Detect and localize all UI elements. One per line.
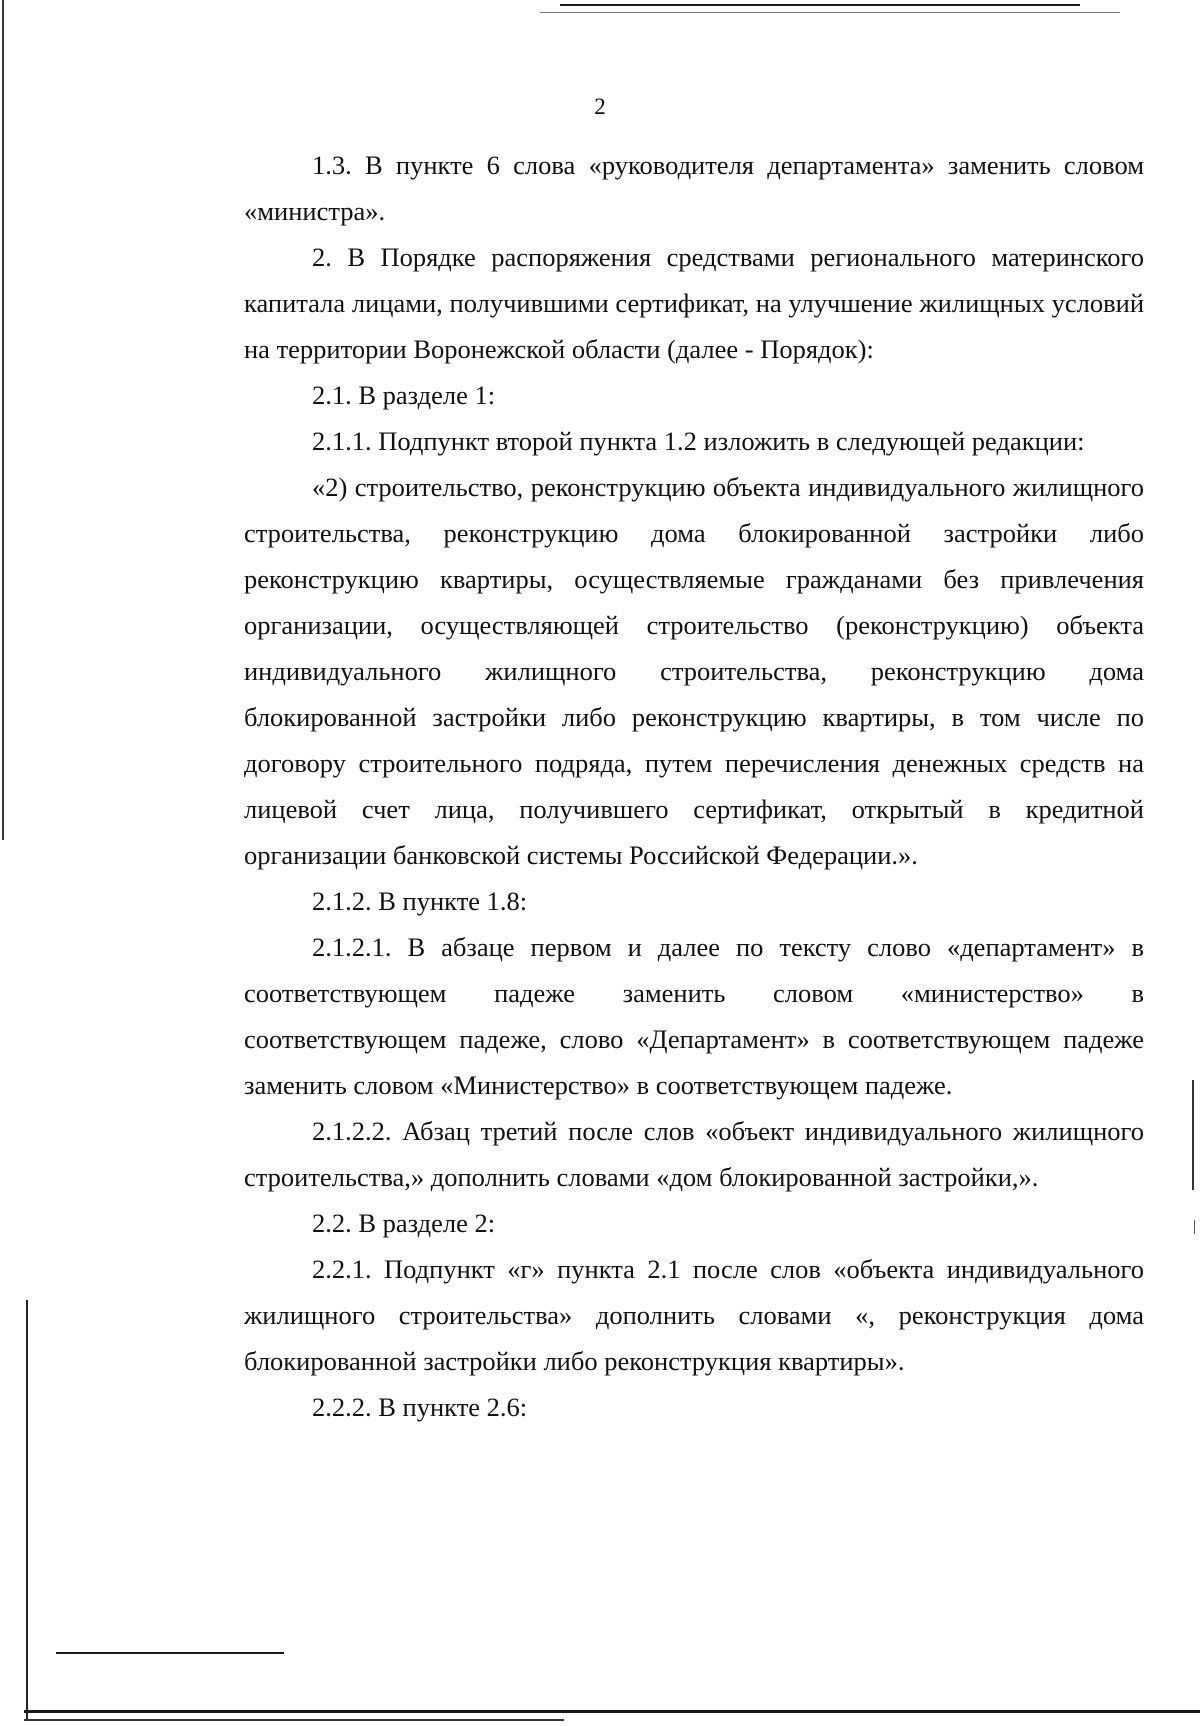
scan-border-line [2,0,4,840]
footnote-separator [56,1652,284,1654]
paragraph: «2) строительство, реконструкцию объекта индивидуального жилищного строительства, реконструкцию дома блокированной застройки либо реконструкцию квартиры, осуществляемые гражданами без привлечения организации, осуществляющей строительство (реконструкцию) объекта индивидуального жилищного строительства, реконструкцию дома блокированной застройки либо реконструкцию квартиры, в том числе по договору строительного подряда, путем перечисления денежных средств на лицевой счет лица, получившего сертификат, открытый в кредитной организации банковской системы Российской Федерации.». [244,472,1144,870]
page-number: 2 [594,94,606,119]
paragraph: 1.3. В пункте 6 слова «руководителя департамента» заменить словом «министра». [244,150,1144,226]
scan-border-line [1192,1080,1194,1190]
paragraph: 2.2. В разделе 2: [312,1208,496,1238]
paragraph: 2.1.1. Подпункт второй пункта 1.2 изложить в следующей редакции: [312,426,1085,456]
scan-border-line [540,12,1120,13]
paragraph: 2. В Порядке распоряжения средствами регионального материнского капитала лицами, получившими сертификат, на улучшение жилищных условий на территории Воронежской области (далее - Порядок): [244,242,1144,364]
scan-border-line [1194,1220,1195,1234]
scan-border-line [24,1719,564,1721]
paragraph: 2.2.2. В пункте 2.6: [312,1392,528,1422]
document-body [244,142,1144,1430]
scan-border-line [560,4,1080,6]
scan-border-line [26,1300,28,1720]
paragraph: 2.1.2. В пункте 1.8: [312,886,528,916]
paragraph: 2.1. В разделе 1: [312,380,496,410]
paragraph: 2.2.1. Подпункт «г» пункта 2.1 после слов «объекта индивидуального жилищного строительства» дополнить словами «, реконструкция дома блокированной застройки либо реконструкция квартиры». [244,1254,1144,1376]
paragraph: 2.1.2.2. Абзац третий после слов «объект индивидуального жилищного строительства,» дополнить словами «дом блокированной застройки,». [244,1116,1144,1192]
paragraph: 2.1.2.1. В абзаце первом и далее по тексту слово «департамент» в соответствующем падеже заменить словом «министерство» в соответствующем падеже, слово «Департамент» в соответствующем падеже заменить словом «Министерство» в соответствующем падеже. [244,932,1144,1100]
scan-border-line [24,1710,1200,1713]
